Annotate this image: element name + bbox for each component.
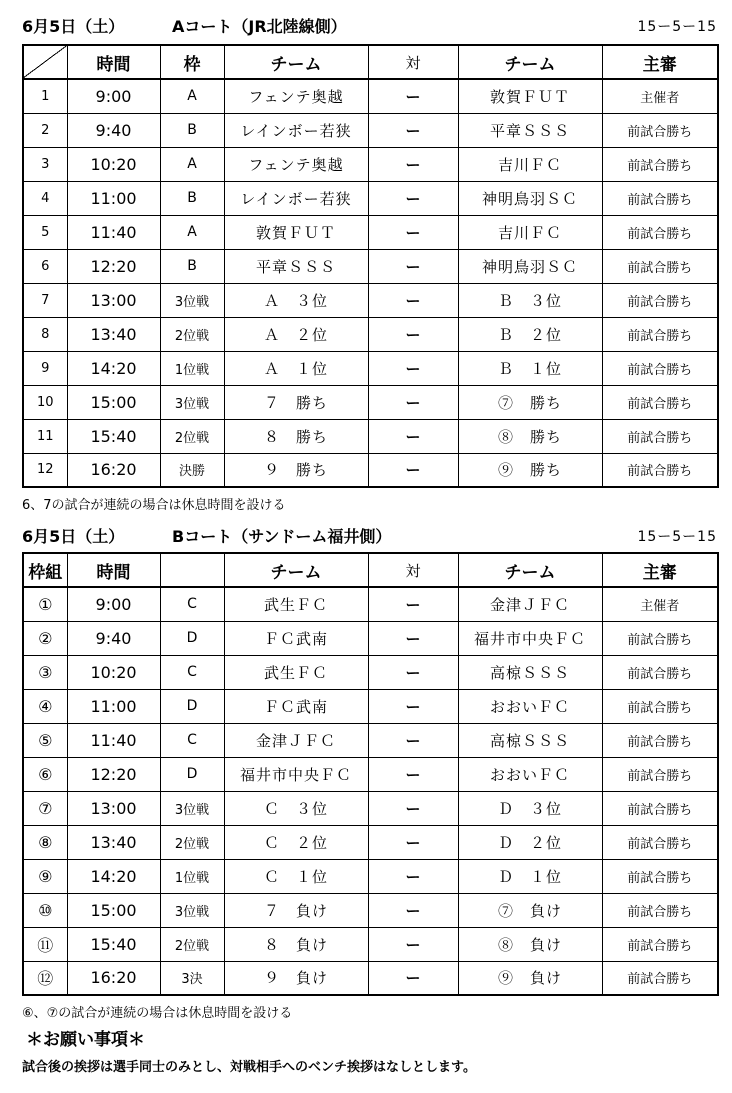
match-slot: 1位戦 [160, 859, 224, 893]
referee: 前試合勝ち [602, 757, 718, 791]
team-away: Ｂ ３位 [458, 283, 602, 317]
versus-mark: ー [368, 385, 458, 419]
match-time: 12:20 [67, 757, 160, 791]
team-home: 敦賀ＦＵＴ [224, 215, 368, 249]
match-time: 11:40 [67, 723, 160, 757]
match-number: 2 [23, 113, 67, 147]
match-row [23, 79, 718, 113]
match-number: ⑤ [23, 723, 67, 757]
team-home: レインボー若狭 [224, 113, 368, 147]
team-away: ⑨ 負け [458, 961, 602, 995]
referee: 前試合勝ち [602, 859, 718, 893]
team-away: 神明鳥羽ＳＣ [458, 249, 602, 283]
referee: 前試合勝ち [602, 927, 718, 961]
court-b-date: 15ー5ー15 [637, 529, 717, 545]
match-slot: A [160, 215, 224, 249]
match-number: 3 [23, 147, 67, 181]
header-row [23, 45, 718, 79]
versus-mark: ー [368, 723, 458, 757]
team-away: 金津ＪＦＣ [458, 587, 602, 621]
match-number: 9 [23, 351, 67, 385]
match-row [23, 317, 718, 351]
match-row [23, 587, 718, 621]
match-time: 15:00 [67, 893, 160, 927]
header-team1: チーム [224, 45, 368, 79]
match-slot: A [160, 147, 224, 181]
versus-mark: ー [368, 621, 458, 655]
team-away: おおいＦＣ [458, 689, 602, 723]
match-row [23, 181, 718, 215]
versus-mark: ー [368, 961, 458, 995]
match-time: 12:20 [67, 249, 160, 283]
versus-mark: ー [368, 317, 458, 351]
team-home: Ａ ３位 [224, 283, 368, 317]
referee: 前試合勝ち [602, 249, 718, 283]
match-time: 13:00 [67, 791, 160, 825]
header-time: 時間 [67, 45, 160, 79]
header-referee: 主審 [602, 45, 718, 79]
header-team2: チーム [458, 553, 602, 587]
match-number: ⑧ [23, 825, 67, 859]
team-away: Ｄ ２位 [458, 825, 602, 859]
versus-mark: ー [368, 927, 458, 961]
team-away: Ｄ ３位 [458, 791, 602, 825]
team-away: 平章ＳＳＳ [458, 113, 602, 147]
header-slot [160, 553, 224, 587]
team-home: 武生ＦＣ [224, 655, 368, 689]
referee: 前試合勝ち [602, 215, 718, 249]
team-home: 平章ＳＳＳ [224, 249, 368, 283]
court-b-title: Bコート（サンドーム福井側） [172, 527, 392, 546]
team-home: ＦＣ武南 [224, 621, 368, 655]
match-row [23, 825, 718, 859]
match-slot: 3決 [160, 961, 224, 995]
match-time: 16:20 [67, 961, 160, 995]
team-home: 金津ＪＦＣ [224, 723, 368, 757]
match-number: ⑥ [23, 757, 67, 791]
match-slot: C [160, 655, 224, 689]
match-time: 10:20 [67, 655, 160, 689]
versus-mark: ー [368, 587, 458, 621]
referee: 前試合勝ち [602, 419, 718, 453]
court-b-schedule-table [22, 552, 719, 996]
match-slot: 決勝 [160, 453, 224, 487]
match-slot: B [160, 113, 224, 147]
match-number: ⑫ [23, 961, 67, 995]
match-row [23, 621, 718, 655]
team-home: Ｃ ３位 [224, 791, 368, 825]
match-time: 13:00 [67, 283, 160, 317]
versus-mark: ー [368, 249, 458, 283]
team-home: 武生ＦＣ [224, 587, 368, 621]
team-home: フェンテ奥越 [224, 79, 368, 113]
header-referee: 主審 [602, 553, 718, 587]
referee: 前試合勝ち [602, 181, 718, 215]
match-number: ⑪ [23, 927, 67, 961]
match-time: 16:20 [67, 453, 160, 487]
match-slot: C [160, 723, 224, 757]
match-number: 5 [23, 215, 67, 249]
header-vs: 対 [368, 553, 458, 587]
request-title: ＊お願い事項＊ [26, 1030, 145, 1050]
team-away: Ｂ １位 [458, 351, 602, 385]
referee: 前試合勝ち [602, 689, 718, 723]
versus-mark: ー [368, 181, 458, 215]
match-number: 8 [23, 317, 67, 351]
team-home: 福井市中央ＦＣ [224, 757, 368, 791]
referee: 前試合勝ち [602, 791, 718, 825]
match-time: 9:00 [67, 79, 160, 113]
versus-mark: ー [368, 893, 458, 927]
referee: 前試合勝ち [602, 825, 718, 859]
team-away: 敦賀ＦＵＴ [458, 79, 602, 113]
team-away: 福井市中央ＦＣ [458, 621, 602, 655]
match-time: 9:00 [67, 587, 160, 621]
match-row [23, 453, 718, 487]
team-away: Ｂ ２位 [458, 317, 602, 351]
versus-mark: ー [368, 113, 458, 147]
court-b-note: ⑥、⑦の試合が連続の場合は休息時間を設ける [22, 1006, 293, 1021]
match-number: 6 [23, 249, 67, 283]
team-away: ⑧ 勝ち [458, 419, 602, 453]
match-row [23, 655, 718, 689]
match-row [23, 961, 718, 995]
team-away: 高椋ＳＳＳ [458, 655, 602, 689]
team-away: 吉川ＦＣ [458, 147, 602, 181]
referee: 前試合勝ち [602, 961, 718, 995]
match-row [23, 791, 718, 825]
match-time: 14:20 [67, 859, 160, 893]
match-row [23, 689, 718, 723]
match-time: 9:40 [67, 621, 160, 655]
referee: 前試合勝ち [602, 147, 718, 181]
match-number: 12 [23, 453, 67, 487]
referee: 前試合勝ち [602, 113, 718, 147]
match-row [23, 385, 718, 419]
versus-mark: ー [368, 825, 458, 859]
match-number: ⑨ [23, 859, 67, 893]
team-home: レインボー若狭 [224, 181, 368, 215]
court-a-note: 6、7の試合が連続の場合は休息時間を設ける [22, 498, 286, 513]
match-slot: 3位戦 [160, 791, 224, 825]
team-home: Ａ ２位 [224, 317, 368, 351]
referee: 前試合勝ち [602, 283, 718, 317]
match-number: 7 [23, 283, 67, 317]
match-row [23, 893, 718, 927]
match-slot: D [160, 621, 224, 655]
match-slot: 2位戦 [160, 419, 224, 453]
match-slot: 3位戦 [160, 385, 224, 419]
referee: 前試合勝ち [602, 453, 718, 487]
team-away: ⑧ 負け [458, 927, 602, 961]
team-home: ９ 負け [224, 961, 368, 995]
versus-mark: ー [368, 859, 458, 893]
match-number: ⑩ [23, 893, 67, 927]
referee: 前試合勝ち [602, 351, 718, 385]
match-slot: B [160, 249, 224, 283]
team-away: ⑦ 勝ち [458, 385, 602, 419]
team-home: ９ 勝ち [224, 453, 368, 487]
match-slot: 1位戦 [160, 351, 224, 385]
court-a-schedule-table [22, 44, 719, 488]
match-row [23, 215, 718, 249]
match-row [23, 283, 718, 317]
team-away: 高椋ＳＳＳ [458, 723, 602, 757]
match-number: ④ [23, 689, 67, 723]
header-team2: チーム [458, 45, 602, 79]
header-slot: 枠 [160, 45, 224, 79]
team-away: Ｄ １位 [458, 859, 602, 893]
match-slot: 3位戦 [160, 283, 224, 317]
referee: 前試合勝ち [602, 621, 718, 655]
team-away: おおいＦＣ [458, 757, 602, 791]
court-a-title: Aコート（JR北陸線側） [172, 17, 347, 36]
referee: 前試合勝ち [602, 893, 718, 927]
team-home: ７ 負け [224, 893, 368, 927]
match-row [23, 249, 718, 283]
match-slot: 2位戦 [160, 317, 224, 351]
referee: 前試合勝ち [602, 385, 718, 419]
versus-mark: ー [368, 419, 458, 453]
match-number: 11 [23, 419, 67, 453]
referee: 前試合勝ち [602, 317, 718, 351]
versus-mark: ー [368, 757, 458, 791]
referee: 主催者 [602, 587, 718, 621]
match-slot: 3位戦 [160, 893, 224, 927]
court-a-day: 6月5日（土） [22, 17, 125, 36]
referee: 前試合勝ち [602, 723, 718, 757]
match-time: 15:00 [67, 385, 160, 419]
team-away: ⑦ 負け [458, 893, 602, 927]
match-number: ① [23, 587, 67, 621]
court-a-heading [22, 14, 717, 38]
match-row [23, 419, 718, 453]
match-slot: B [160, 181, 224, 215]
header-vs: 対 [368, 45, 458, 79]
match-row [23, 113, 718, 147]
referee: 前試合勝ち [602, 655, 718, 689]
team-home: ８ 負け [224, 927, 368, 961]
team-home: ７ 勝ち [224, 385, 368, 419]
header-row [23, 553, 718, 587]
match-slot: A [160, 79, 224, 113]
match-row [23, 351, 718, 385]
match-time: 13:40 [67, 825, 160, 859]
team-away: 神明鳥羽ＳＣ [458, 181, 602, 215]
versus-mark: ー [368, 283, 458, 317]
match-slot: C [160, 587, 224, 621]
match-time: 13:40 [67, 317, 160, 351]
match-number: ③ [23, 655, 67, 689]
versus-mark: ー [368, 655, 458, 689]
match-number: ② [23, 621, 67, 655]
team-home: ＦＣ武南 [224, 689, 368, 723]
match-number: 4 [23, 181, 67, 215]
team-home: ８ 勝ち [224, 419, 368, 453]
match-row [23, 147, 718, 181]
match-time: 10:20 [67, 147, 160, 181]
versus-mark: ー [368, 791, 458, 825]
match-time: 14:20 [67, 351, 160, 385]
court-a-date: 15ー5ー15 [637, 19, 717, 35]
team-home: フェンテ奥越 [224, 147, 368, 181]
header-team1: チーム [224, 553, 368, 587]
versus-mark: ー [368, 453, 458, 487]
match-number: 1 [23, 79, 67, 113]
match-row [23, 757, 718, 791]
match-slot: 2位戦 [160, 825, 224, 859]
match-time: 11:40 [67, 215, 160, 249]
versus-mark: ー [368, 215, 458, 249]
match-number: 10 [23, 385, 67, 419]
versus-mark: ー [368, 689, 458, 723]
match-time: 15:40 [67, 927, 160, 961]
versus-mark: ー [368, 147, 458, 181]
header-time: 時間 [67, 553, 160, 587]
match-row [23, 859, 718, 893]
match-number: ⑦ [23, 791, 67, 825]
header-corner [23, 45, 67, 79]
match-time: 15:40 [67, 419, 160, 453]
team-home: Ｃ １位 [224, 859, 368, 893]
team-home: Ｃ ２位 [224, 825, 368, 859]
request-text: 試合後の挨拶は選手同士のみとし、対戦相手へのベンチ挨拶はなしとします。 [22, 1060, 476, 1075]
team-away: 吉川ＦＣ [458, 215, 602, 249]
team-home: Ａ １位 [224, 351, 368, 385]
match-time: 9:40 [67, 113, 160, 147]
match-row [23, 927, 718, 961]
referee: 主催者 [602, 79, 718, 113]
versus-mark: ー [368, 351, 458, 385]
match-time: 11:00 [67, 181, 160, 215]
header-group: 枠組 [23, 553, 67, 587]
court-b-day: 6月5日（土） [22, 527, 125, 546]
match-time: 11:00 [67, 689, 160, 723]
match-slot: D [160, 757, 224, 791]
match-slot: 2位戦 [160, 927, 224, 961]
match-row [23, 723, 718, 757]
versus-mark: ー [368, 79, 458, 113]
court-b-heading [22, 524, 717, 548]
team-away: ⑨ 勝ち [458, 453, 602, 487]
match-slot: D [160, 689, 224, 723]
